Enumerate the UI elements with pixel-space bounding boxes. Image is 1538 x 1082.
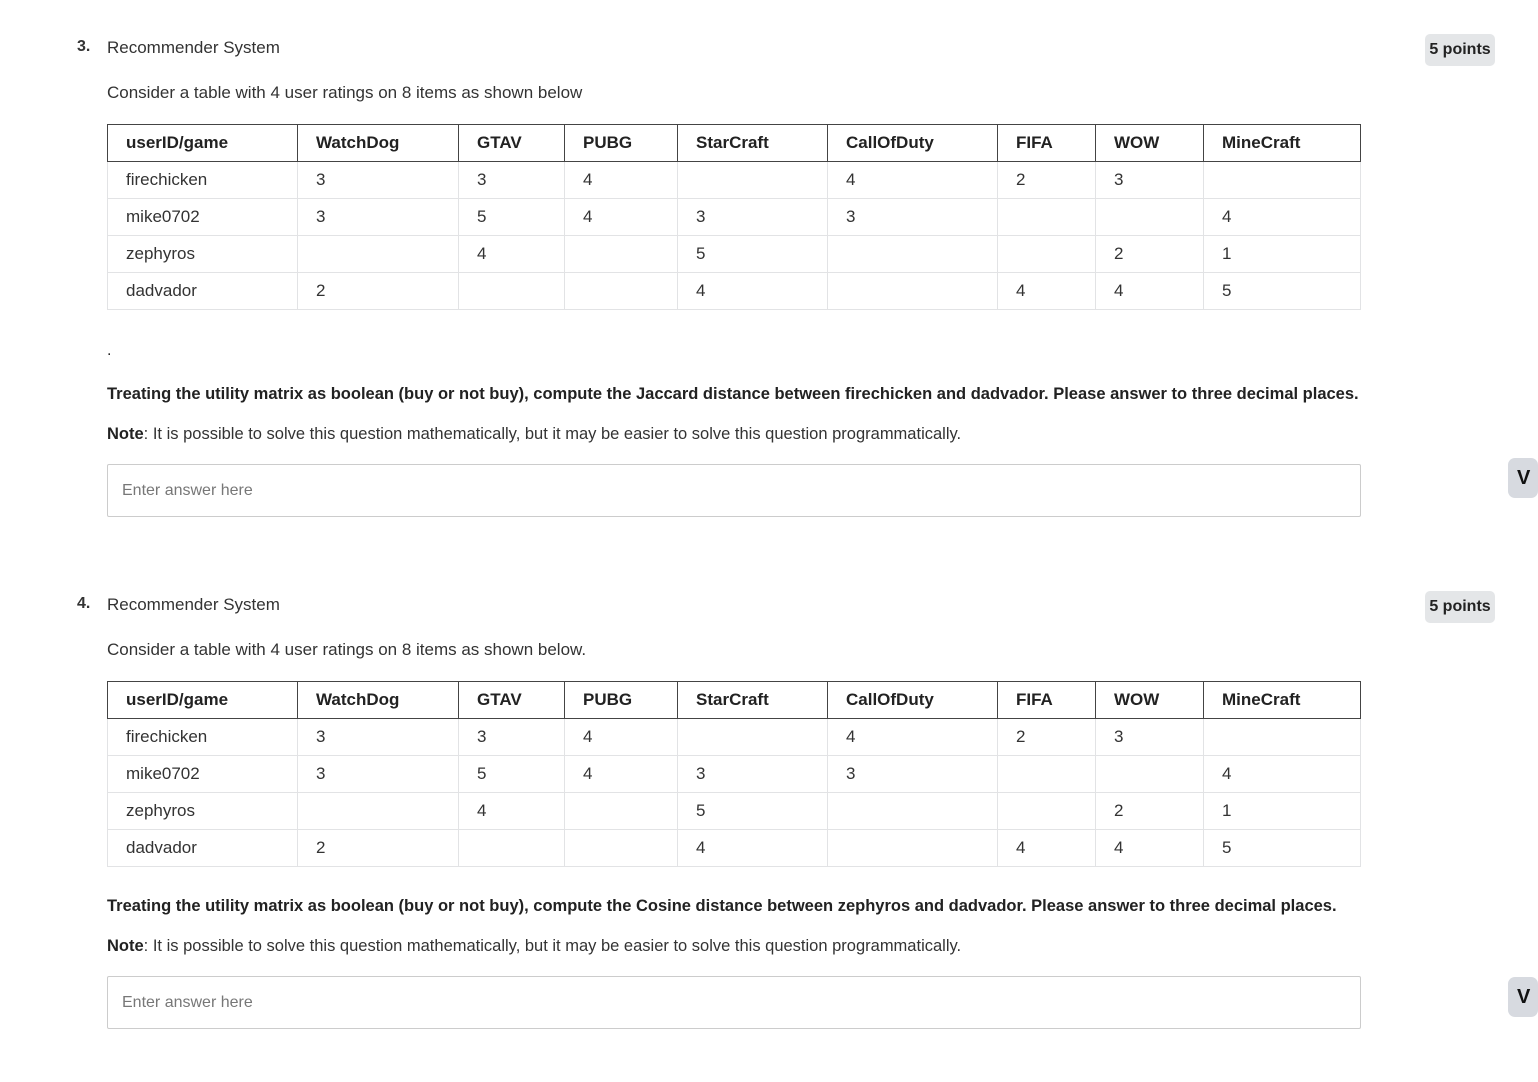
rating-cell: 4 xyxy=(565,719,678,756)
rating-cell: 4 xyxy=(998,830,1096,867)
column-header: CallOfDuty xyxy=(828,682,998,719)
user-id-cell: dadvador xyxy=(108,273,298,310)
rating-cell xyxy=(828,830,998,867)
rating-cell xyxy=(565,273,678,310)
column-header: FIFA xyxy=(998,682,1096,719)
rating-cell: 4 xyxy=(828,162,998,199)
rating-cell xyxy=(678,162,828,199)
rating-cell: 3 xyxy=(298,199,459,236)
question-note xyxy=(107,425,961,444)
rating-cell: 5 xyxy=(1204,830,1361,867)
rating-cell xyxy=(298,236,459,273)
column-header: StarCraft xyxy=(678,682,828,719)
note-text: : It is possible to solve this question mathematically, but it may be easier to solve this question programmatically. xyxy=(143,425,962,443)
note-label: Note xyxy=(107,425,144,443)
column-header: userID/game xyxy=(108,682,298,719)
side-tab-button[interactable]: V xyxy=(1508,977,1538,1017)
user-id-cell: mike0702 xyxy=(108,199,298,236)
question-title: Recommender System xyxy=(107,38,280,57)
ratings-table xyxy=(107,681,1361,867)
column-header: StarCraft xyxy=(678,125,828,162)
rating-cell: 2 xyxy=(298,830,459,867)
rating-cell xyxy=(828,793,998,830)
table-row xyxy=(108,273,1361,310)
points-badge: 5 points xyxy=(1425,34,1495,66)
column-header: PUBG xyxy=(565,682,678,719)
rating-cell xyxy=(998,236,1096,273)
question-intro: Consider a table with 4 user ratings on 8 items as shown below. xyxy=(107,640,587,659)
rating-cell: 4 xyxy=(459,793,565,830)
rating-cell xyxy=(565,236,678,273)
table-row xyxy=(108,830,1361,867)
rating-cell xyxy=(1204,719,1361,756)
table-row xyxy=(108,756,1361,793)
rating-cell: 4 xyxy=(1096,273,1204,310)
table-row xyxy=(108,793,1361,830)
column-header: WOW xyxy=(1096,682,1204,719)
rating-cell: 3 xyxy=(298,756,459,793)
column-header: WatchDog xyxy=(298,125,459,162)
table-row xyxy=(108,719,1361,756)
side-tab-button[interactable]: V xyxy=(1508,458,1538,498)
table-row xyxy=(108,236,1361,273)
rating-cell: 5 xyxy=(1204,273,1361,310)
rating-cell: 2 xyxy=(298,273,459,310)
question-prompt: Treating the utility matrix as boolean (buy or not buy), compute the Cosine distance between zephyros and dadvador. Please answer to three decimal places. xyxy=(107,897,1337,915)
rating-cell: 5 xyxy=(459,756,565,793)
rating-cell: 3 xyxy=(1096,719,1204,756)
rating-cell xyxy=(1204,162,1361,199)
rating-cell: 4 xyxy=(828,719,998,756)
rating-cell: 2 xyxy=(998,162,1096,199)
rating-cell: 3 xyxy=(678,199,828,236)
column-header: MineCraft xyxy=(1204,125,1361,162)
rating-cell: 4 xyxy=(1096,830,1204,867)
column-header: GTAV xyxy=(459,682,565,719)
rating-cell xyxy=(459,830,565,867)
note-label: Note xyxy=(107,937,144,955)
rating-cell: 3 xyxy=(678,756,828,793)
rating-cell: 4 xyxy=(998,273,1096,310)
column-header: CallOfDuty xyxy=(828,125,998,162)
rating-cell: 5 xyxy=(678,236,828,273)
question-title: Recommender System xyxy=(107,595,280,614)
ratings-table xyxy=(107,124,1361,310)
rating-cell: 2 xyxy=(998,719,1096,756)
rating-cell: 3 xyxy=(459,719,565,756)
column-header: MineCraft xyxy=(1204,682,1361,719)
user-id-cell: firechicken xyxy=(108,719,298,756)
rating-cell xyxy=(828,273,998,310)
rating-cell xyxy=(565,793,678,830)
column-header: GTAV xyxy=(459,125,565,162)
rating-cell: 3 xyxy=(828,756,998,793)
user-id-cell: dadvador xyxy=(108,830,298,867)
note-text: : It is possible to solve this question mathematically, but it may be easier to solve this question programmatically. xyxy=(143,937,962,955)
user-id-cell: zephyros xyxy=(108,793,298,830)
table-header-row xyxy=(108,682,1361,719)
rating-cell: 1 xyxy=(1204,793,1361,830)
question-note xyxy=(107,937,961,956)
rating-cell xyxy=(565,830,678,867)
rating-cell xyxy=(998,756,1096,793)
rating-cell xyxy=(1096,199,1204,236)
table-header-row xyxy=(108,125,1361,162)
rating-cell xyxy=(298,793,459,830)
column-header: FIFA xyxy=(998,125,1096,162)
column-header: userID/game xyxy=(108,125,298,162)
rating-cell: 4 xyxy=(1204,756,1361,793)
column-header: PUBG xyxy=(565,125,678,162)
answer-input[interactable] xyxy=(107,464,1361,517)
user-id-cell: zephyros xyxy=(108,236,298,273)
points-badge: 5 points xyxy=(1425,591,1495,623)
user-id-cell: mike0702 xyxy=(108,756,298,793)
rating-cell: 3 xyxy=(828,199,998,236)
rating-cell: 4 xyxy=(565,162,678,199)
rating-cell: 5 xyxy=(459,199,565,236)
rating-cell: 3 xyxy=(1096,162,1204,199)
table-row xyxy=(108,162,1361,199)
column-header: WatchDog xyxy=(298,682,459,719)
rating-cell xyxy=(1096,756,1204,793)
rating-cell: 2 xyxy=(1096,236,1204,273)
rating-cell: 3 xyxy=(298,162,459,199)
separator-dot: . xyxy=(107,342,112,359)
rating-cell: 3 xyxy=(459,162,565,199)
rating-cell: 4 xyxy=(1204,199,1361,236)
rating-cell xyxy=(998,199,1096,236)
rating-cell: 5 xyxy=(678,793,828,830)
rating-cell xyxy=(678,719,828,756)
question-intro: Consider a table with 4 user ratings on 8 items as shown below xyxy=(107,83,583,102)
table-row xyxy=(108,199,1361,236)
column-header: WOW xyxy=(1096,125,1204,162)
rating-cell: 1 xyxy=(1204,236,1361,273)
rating-cell: 4 xyxy=(678,830,828,867)
rating-cell xyxy=(459,273,565,310)
rating-cell xyxy=(828,236,998,273)
rating-cell: 2 xyxy=(1096,793,1204,830)
rating-cell: 4 xyxy=(678,273,828,310)
rating-cell: 4 xyxy=(565,199,678,236)
question-prompt: Treating the utility matrix as boolean (buy or not buy), compute the Jaccard distance between firechicken and dadvador. Please answer to three decimal places. xyxy=(107,385,1359,403)
answer-input[interactable] xyxy=(107,976,1361,1029)
rating-cell xyxy=(998,793,1096,830)
question-number: 3. xyxy=(77,38,91,55)
question-number: 4. xyxy=(77,595,91,612)
user-id-cell: firechicken xyxy=(108,162,298,199)
rating-cell: 4 xyxy=(459,236,565,273)
rating-cell: 4 xyxy=(565,756,678,793)
rating-cell: 3 xyxy=(298,719,459,756)
